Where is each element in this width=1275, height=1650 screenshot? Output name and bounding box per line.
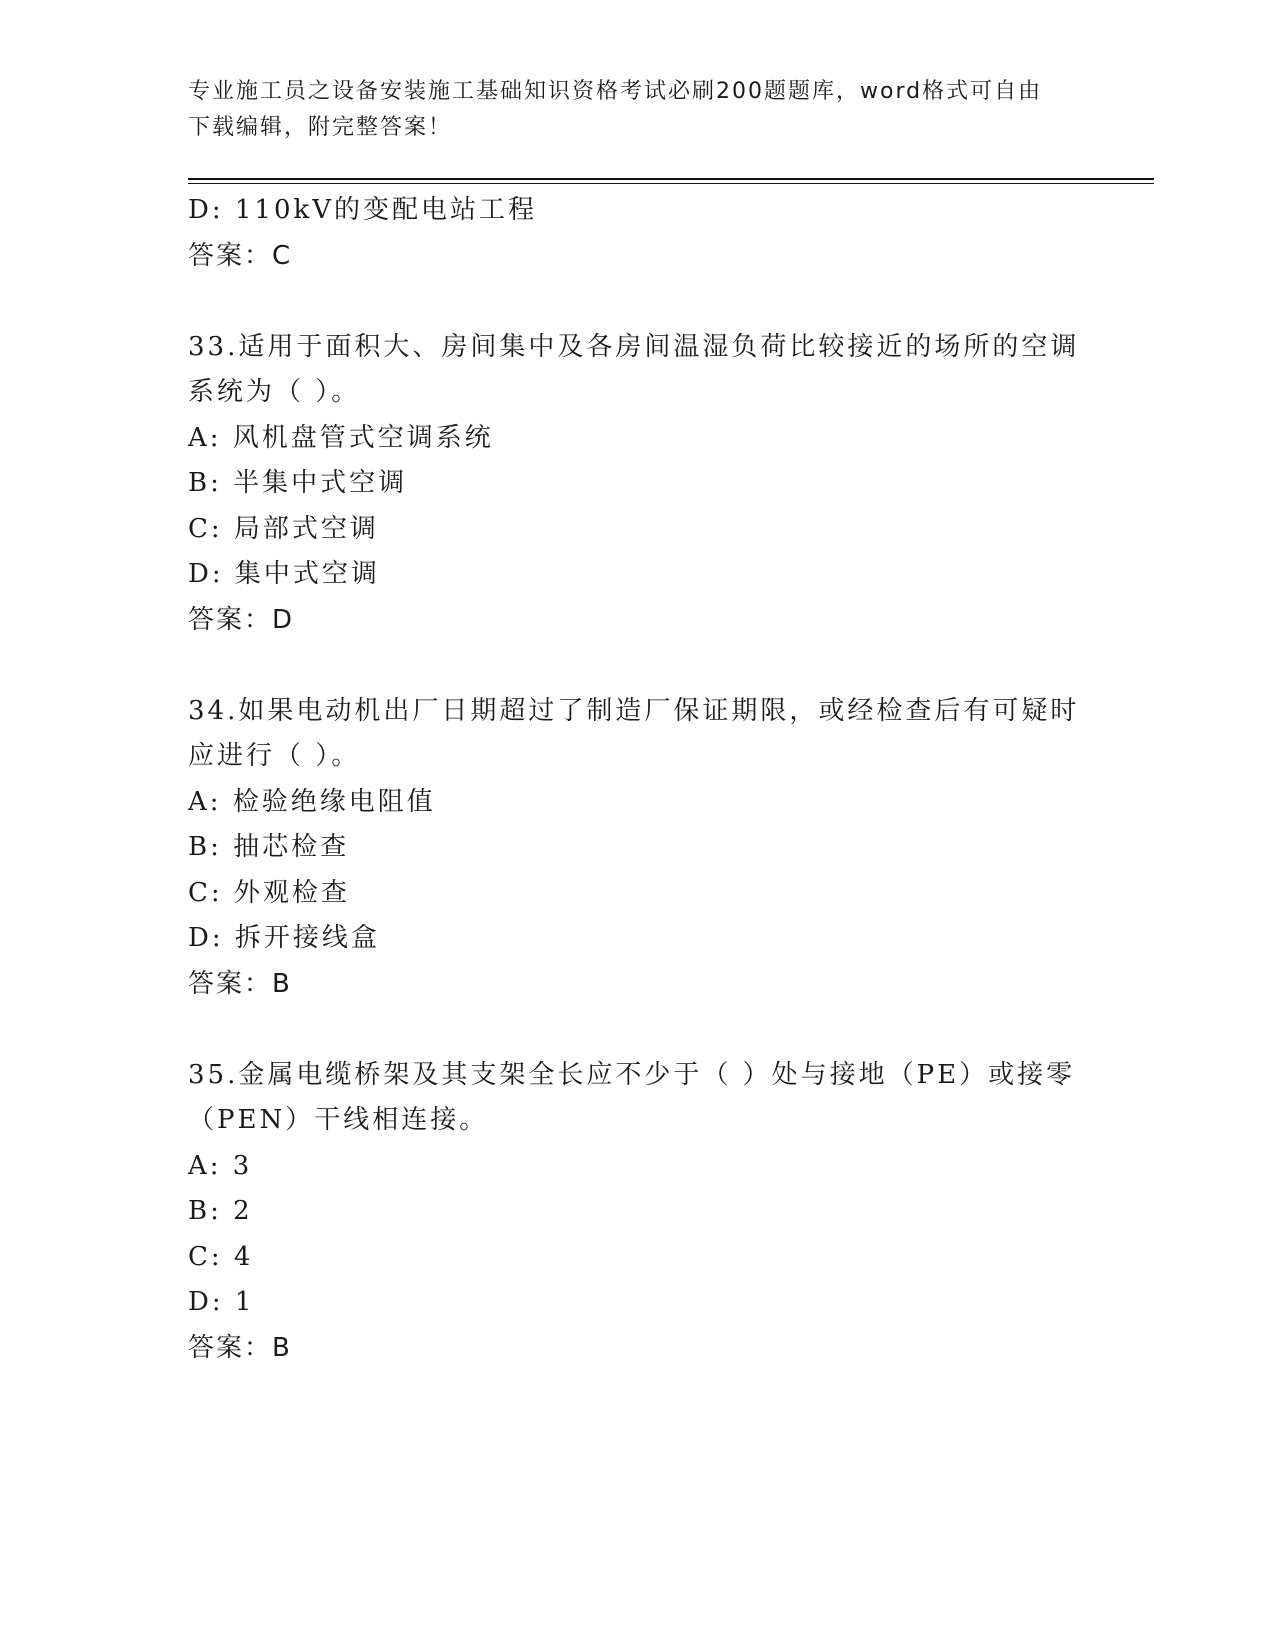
option-d: D: 拆开接线盒 — [188, 923, 380, 953]
spacer — [188, 643, 1088, 689]
spacer — [188, 279, 1088, 325]
option-c: C: 局部式空调 — [188, 513, 379, 544]
option-d: D: 1 — [188, 1287, 255, 1317]
header-line-1: 专业施工员之设备安装施工基础知识资格考试必刷200题题库，word格式可自由 — [188, 79, 1043, 104]
option-a: A: 3 — [188, 1150, 253, 1181]
question-stem: 34.如果电动机出厂日期超过了制造厂保证期限，或经检查后有可疑时 — [188, 695, 1080, 726]
header-divider-thick — [188, 178, 1154, 180]
option-b: B: 抽芯检查 — [188, 832, 350, 862]
option-d: D: 集中式空调 — [188, 559, 380, 589]
question-35 — [188, 1053, 1088, 1372]
document-header — [188, 74, 1088, 146]
previous-question-tail — [188, 188, 1088, 279]
option-b: B: 半集中式空调 — [188, 468, 408, 498]
spacer — [188, 1007, 1088, 1053]
question-34 — [188, 689, 1088, 1008]
question-stem-continued: 应进行（ ）。 — [188, 741, 361, 771]
answer-line: 答案：B — [188, 968, 292, 999]
answer-line: 答案：B — [188, 1332, 292, 1363]
answer-line: 答案：C — [188, 240, 293, 271]
answer-line: 答案：D — [188, 604, 295, 635]
question-stem-continued: 系统为（ ）。 — [188, 377, 361, 407]
question-stem: 33.适用于面积大、房间集中及各房间温湿负荷比较接近的场所的空调 — [188, 331, 1080, 362]
option-d: D: 110kV的变配电站工程 — [188, 195, 538, 225]
option-b: B: 2 — [188, 1196, 253, 1226]
option-c: C: 4 — [188, 1241, 254, 1272]
question-stem: 35.金属电缆桥架及其支架全长应不少于（ ）处与接地（PE）或接零 — [188, 1059, 1076, 1090]
question-33 — [188, 325, 1088, 644]
question-stem-continued: （PEN）干线相连接。 — [188, 1105, 489, 1135]
header-line-2: 下载编辑，附完整答案！ — [188, 115, 453, 140]
option-c: C: 外观检查 — [188, 877, 350, 908]
option-a: A: 检验绝缘电阻值 — [188, 786, 436, 817]
option-a: A: 风机盘管式空调系统 — [188, 422, 494, 453]
question-content — [188, 188, 1088, 1371]
header-divider-thin — [188, 183, 1154, 184]
